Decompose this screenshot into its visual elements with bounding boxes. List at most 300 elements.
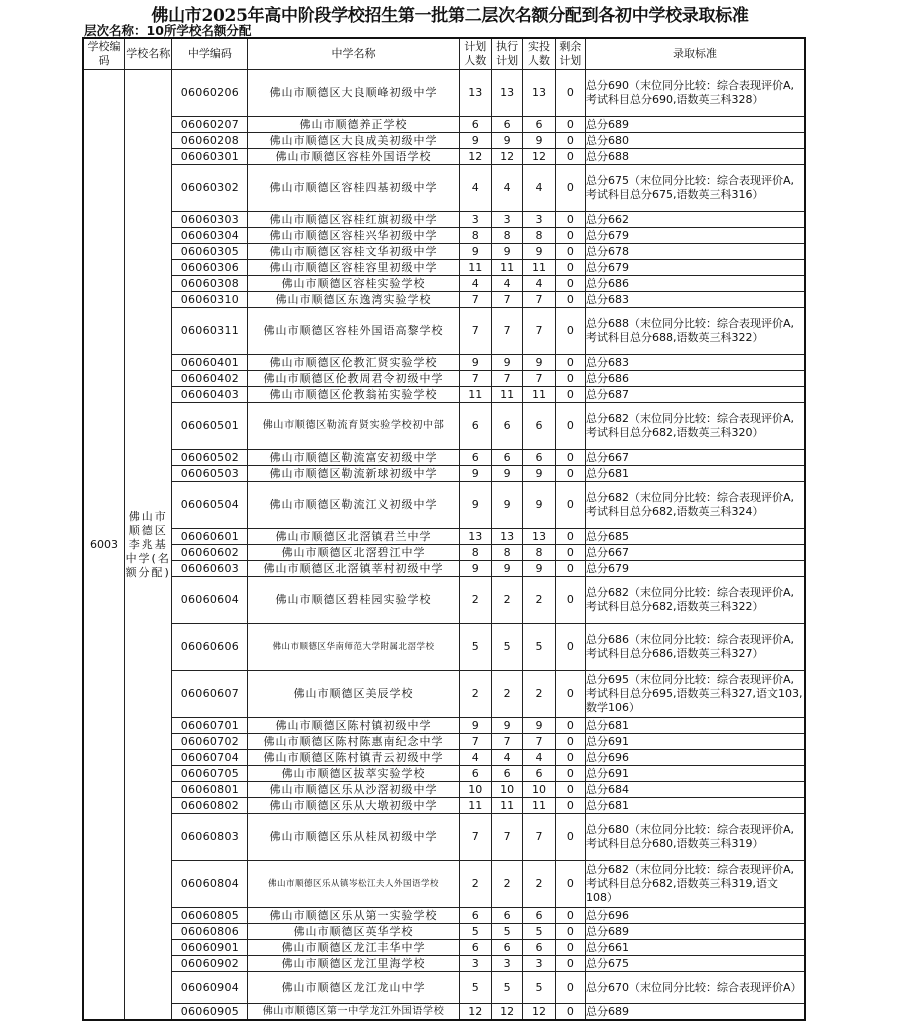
table-row (83, 403, 805, 450)
exec-plan: 9 (491, 355, 522, 371)
table-row (83, 750, 805, 766)
admission-standard: 总分680（末位同分比较：综合表现评价A,考试科目总分680,语数英三科319） (585, 814, 805, 861)
remain-plan: 0 (555, 908, 585, 924)
remain-plan: 0 (555, 276, 585, 292)
table-row (83, 260, 805, 276)
actual-count: 9 (523, 355, 555, 371)
exec-plan: 8 (491, 545, 522, 561)
exec-plan: 7 (491, 371, 522, 387)
remain-plan: 0 (555, 924, 585, 940)
actual-count: 13 (523, 529, 555, 545)
table-row (83, 561, 805, 577)
remain-plan: 0 (555, 70, 585, 117)
actual-count: 4 (523, 750, 555, 766)
table-row (83, 482, 805, 529)
remain-plan: 0 (555, 782, 585, 798)
actual-count: 7 (523, 371, 555, 387)
middle-school-code: 06060501 (172, 403, 248, 450)
admission-standard: 总分667 (585, 545, 805, 561)
table-row (83, 814, 805, 861)
remain-plan: 0 (555, 734, 585, 750)
exec-plan: 6 (491, 450, 522, 466)
actual-count: 4 (523, 165, 555, 212)
remain-plan: 0 (555, 561, 585, 577)
plan-count: 6 (459, 117, 491, 133)
exec-plan: 7 (491, 814, 522, 861)
table-row (83, 798, 805, 814)
plan-count: 2 (459, 671, 491, 718)
plan-count: 11 (459, 387, 491, 403)
actual-count: 12 (523, 1004, 555, 1021)
middle-school-code: 06060806 (172, 924, 248, 940)
middle-school-name: 佛山市顺德区第一中学龙江外国语学校 (248, 1004, 459, 1021)
plan-count: 6 (459, 766, 491, 782)
admission-standard: 总分680 (585, 133, 805, 149)
exec-plan: 3 (491, 212, 522, 228)
middle-school-name: 佛山市顺德区乐从镇岑松江夫人外国语学校 (248, 861, 459, 908)
plan-count: 7 (459, 814, 491, 861)
actual-count: 10 (523, 782, 555, 798)
school-name: 佛山市顺德区李兆基中学(名额分配) (124, 70, 172, 1021)
plan-count: 9 (459, 718, 491, 734)
plan-count: 13 (459, 529, 491, 545)
table-row (83, 276, 805, 292)
plan-count: 6 (459, 940, 491, 956)
middle-school-name: 佛山市顺德区勒流富安初级中学 (248, 450, 459, 466)
middle-school-name: 佛山市顺德区伦教翁祐实验学校 (248, 387, 459, 403)
admission-standard: 总分690（末位同分比较：综合表现评价A,考试科目总分690,语数英三科328） (585, 70, 805, 117)
middle-school-code: 06060504 (172, 482, 248, 529)
middle-school-code: 06060310 (172, 292, 248, 308)
remain-plan: 0 (555, 798, 585, 814)
remain-plan: 0 (555, 292, 585, 308)
middle-school-name: 佛山市顺德区北滘镇莘村初级中学 (248, 561, 459, 577)
actual-count: 9 (523, 718, 555, 734)
exec-plan: 7 (491, 734, 522, 750)
plan-count: 4 (459, 750, 491, 766)
middle-school-code: 06060303 (172, 212, 248, 228)
middle-school-name: 佛山市顺德区容桂红旗初级中学 (248, 212, 459, 228)
remain-plan: 0 (555, 450, 585, 466)
actual-count: 6 (523, 117, 555, 133)
table-row (83, 450, 805, 466)
admission-standard: 总分689 (585, 924, 805, 940)
table-row (83, 577, 805, 624)
middle-school-name: 佛山市顺德区伦教周君令初级中学 (248, 371, 459, 387)
exec-plan: 6 (491, 117, 522, 133)
plan-count: 3 (459, 956, 491, 972)
middle-school-name: 佛山市顺德区大良成美初级中学 (248, 133, 459, 149)
plan-count: 5 (459, 924, 491, 940)
header-remain: 剩余计划 (555, 38, 585, 70)
middle-school-code: 06060602 (172, 545, 248, 561)
middle-school-name: 佛山市顺德区容桂四基初级中学 (248, 165, 459, 212)
remain-plan: 0 (555, 718, 585, 734)
exec-plan: 3 (491, 956, 522, 972)
exec-plan: 5 (491, 924, 522, 940)
actual-count: 6 (523, 940, 555, 956)
admission-standard: 总分678 (585, 244, 805, 260)
table-row (83, 972, 805, 1004)
middle-school-name: 佛山市顺德区英华学校 (248, 924, 459, 940)
exec-plan: 7 (491, 308, 522, 355)
exec-plan: 12 (491, 1004, 522, 1021)
middle-school-name: 佛山市顺德区乐从大墩初级中学 (248, 798, 459, 814)
middle-school-name: 佛山市顺德区伦教汇贤实验学校 (248, 355, 459, 371)
middle-school-code: 06060306 (172, 260, 248, 276)
table-row (83, 624, 805, 671)
exec-plan: 4 (491, 276, 522, 292)
header-middle-code: 中学编码 (172, 38, 248, 70)
actual-count: 7 (523, 292, 555, 308)
table-row (83, 466, 805, 482)
middle-school-code: 06060902 (172, 956, 248, 972)
header-standard: 录取标准 (585, 38, 805, 70)
plan-count: 6 (459, 450, 491, 466)
actual-count: 8 (523, 228, 555, 244)
table-row (83, 133, 805, 149)
exec-plan: 6 (491, 766, 522, 782)
exec-plan: 11 (491, 387, 522, 403)
admission-standard: 总分691 (585, 734, 805, 750)
remain-plan: 0 (555, 133, 585, 149)
middle-school-code: 06060704 (172, 750, 248, 766)
exec-plan: 2 (491, 671, 522, 718)
middle-school-name: 佛山市顺德区容桂外国语学校 (248, 149, 459, 165)
plan-count: 5 (459, 972, 491, 1004)
plan-count: 8 (459, 545, 491, 561)
exec-plan: 4 (491, 750, 522, 766)
plan-count: 9 (459, 133, 491, 149)
exec-plan: 6 (491, 908, 522, 924)
table-row (83, 387, 805, 403)
middle-school-name: 佛山市顺德区拔萃实验学校 (248, 766, 459, 782)
exec-plan: 2 (491, 577, 522, 624)
middle-school-code: 06060701 (172, 718, 248, 734)
plan-count: 4 (459, 165, 491, 212)
admission-standard: 总分686 (585, 371, 805, 387)
middle-school-code: 06060301 (172, 149, 248, 165)
school-code: 6003 (83, 70, 124, 1021)
middle-school-name: 佛山市顺德养正学校 (248, 117, 459, 133)
middle-school-name: 佛山市顺德区容桂文华初级中学 (248, 244, 459, 260)
actual-count: 5 (523, 624, 555, 671)
exec-plan: 8 (491, 228, 522, 244)
actual-count: 7 (523, 308, 555, 355)
plan-count: 7 (459, 292, 491, 308)
remain-plan: 0 (555, 482, 585, 529)
plan-count: 10 (459, 782, 491, 798)
plan-count: 9 (459, 244, 491, 260)
middle-school-name: 佛山市顺德区乐从桂凤初级中学 (248, 814, 459, 861)
middle-school-code: 06060802 (172, 798, 248, 814)
plan-count: 5 (459, 624, 491, 671)
actual-count: 13 (523, 70, 555, 117)
admission-standard: 总分681 (585, 718, 805, 734)
middle-school-code: 06060305 (172, 244, 248, 260)
actual-count: 9 (523, 466, 555, 482)
plan-count: 8 (459, 228, 491, 244)
remain-plan: 0 (555, 750, 585, 766)
admission-standard: 总分682（末位同分比较：综合表现评价A,考试科目总分682,语数英三科319,语文108） (585, 861, 805, 908)
remain-plan: 0 (555, 149, 585, 165)
remain-plan: 0 (555, 861, 585, 908)
exec-plan: 9 (491, 466, 522, 482)
plan-count: 11 (459, 798, 491, 814)
middle-school-name: 佛山市顺德区陈村镇初级中学 (248, 718, 459, 734)
middle-school-name: 佛山市顺德区华南师范大学附属北滘学校 (248, 624, 459, 671)
table-row (83, 149, 805, 165)
admission-table (82, 37, 806, 1021)
exec-plan: 9 (491, 244, 522, 260)
plan-count: 3 (459, 212, 491, 228)
plan-count: 2 (459, 861, 491, 908)
remain-plan: 0 (555, 228, 585, 244)
remain-plan: 0 (555, 212, 585, 228)
remain-plan: 0 (555, 403, 585, 450)
middle-school-code: 06060401 (172, 355, 248, 371)
admission-standard: 总分688 (585, 149, 805, 165)
plan-count: 7 (459, 308, 491, 355)
table-row (83, 940, 805, 956)
exec-plan: 2 (491, 861, 522, 908)
middle-school-code: 06060308 (172, 276, 248, 292)
remain-plan: 0 (555, 244, 585, 260)
actual-count: 6 (523, 403, 555, 450)
middle-school-code: 06060503 (172, 466, 248, 482)
middle-school-name: 佛山市顺德区容桂实验学校 (248, 276, 459, 292)
table-row (83, 70, 805, 117)
actual-count: 4 (523, 276, 555, 292)
middle-school-code: 06060208 (172, 133, 248, 149)
exec-plan: 6 (491, 403, 522, 450)
admission-standard: 总分684 (585, 782, 805, 798)
plan-count: 9 (459, 561, 491, 577)
middle-school-code: 06060304 (172, 228, 248, 244)
exec-plan: 12 (491, 149, 522, 165)
middle-school-code: 06060803 (172, 814, 248, 861)
actual-count: 3 (523, 956, 555, 972)
plan-count: 7 (459, 734, 491, 750)
middle-school-name: 佛山市顺德区美辰学校 (248, 671, 459, 718)
admission-standard: 总分687 (585, 387, 805, 403)
table-row (83, 244, 805, 260)
table-row (83, 956, 805, 972)
middle-school-name: 佛山市顺德区龙江龙山中学 (248, 972, 459, 1004)
middle-school-name: 佛山市顺德区大良顺峰初级中学 (248, 70, 459, 117)
admission-standard: 总分675（末位同分比较：综合表现评价A,考试科目总分675,语数英三科316） (585, 165, 805, 212)
actual-count: 2 (523, 577, 555, 624)
middle-school-code: 06060302 (172, 165, 248, 212)
remain-plan: 0 (555, 814, 585, 861)
document-title: 佛山市2025年高中阶段学校招生第一批第二层次名额分配到各初中学校录取标准 (151, 6, 749, 26)
table-row (83, 212, 805, 228)
table-row (83, 766, 805, 782)
table-row (83, 529, 805, 545)
actual-count: 6 (523, 450, 555, 466)
middle-school-code: 06060606 (172, 624, 248, 671)
middle-school-name: 佛山市顺德区乐从第一实验学校 (248, 908, 459, 924)
middle-school-code: 06060604 (172, 577, 248, 624)
plan-count: 12 (459, 1004, 491, 1021)
table-row (83, 228, 805, 244)
header-middle-name: 中学名称 (248, 38, 459, 70)
table-row (83, 718, 805, 734)
middle-school-name: 佛山市顺德区容桂容里初级中学 (248, 260, 459, 276)
plan-count: 7 (459, 371, 491, 387)
table-header-row (83, 38, 805, 70)
level-label: 层次名称：10所学校名额分配 (84, 23, 252, 38)
admission-standard: 总分696 (585, 750, 805, 766)
middle-school-code: 06060904 (172, 972, 248, 1004)
exec-plan: 5 (491, 624, 522, 671)
admission-standard: 总分670（末位同分比较：综合表现评价A） (585, 972, 805, 1004)
remain-plan: 0 (555, 371, 585, 387)
table-row (83, 908, 805, 924)
table-row (83, 165, 805, 212)
middle-school-name: 佛山市顺德区北滘碧江中学 (248, 545, 459, 561)
admission-standard: 总分679 (585, 260, 805, 276)
exec-plan: 6 (491, 940, 522, 956)
remain-plan: 0 (555, 355, 585, 371)
actual-count: 9 (523, 133, 555, 149)
exec-plan: 13 (491, 70, 522, 117)
plan-count: 13 (459, 70, 491, 117)
remain-plan: 0 (555, 466, 585, 482)
exec-plan: 7 (491, 292, 522, 308)
remain-plan: 0 (555, 387, 585, 403)
middle-school-name: 佛山市顺德区勒流新球初级中学 (248, 466, 459, 482)
middle-school-name: 佛山市顺德区乐从沙滘初级中学 (248, 782, 459, 798)
remain-plan: 0 (555, 671, 585, 718)
middle-school-name: 佛山市顺德区陈村陈惠南纪念中学 (248, 734, 459, 750)
remain-plan: 0 (555, 117, 585, 133)
admission-standard: 总分683 (585, 355, 805, 371)
header-school-code: 学校编码 (83, 38, 124, 70)
table-row (83, 355, 805, 371)
middle-school-name: 佛山市顺德区碧桂园实验学校 (248, 577, 459, 624)
actual-count: 2 (523, 861, 555, 908)
remain-plan: 0 (555, 260, 585, 276)
actual-count: 6 (523, 908, 555, 924)
middle-school-code: 06060402 (172, 371, 248, 387)
remain-plan: 0 (555, 545, 585, 561)
middle-school-code: 06060206 (172, 70, 248, 117)
remain-plan: 0 (555, 577, 585, 624)
admission-standard: 总分662 (585, 212, 805, 228)
actual-count: 7 (523, 814, 555, 861)
admission-standard: 总分685 (585, 529, 805, 545)
actual-count: 12 (523, 149, 555, 165)
table-row (83, 924, 805, 940)
plan-count: 4 (459, 276, 491, 292)
exec-plan: 9 (491, 561, 522, 577)
admission-standard: 总分667 (585, 450, 805, 466)
middle-school-name: 佛山市顺德区东逸湾实验学校 (248, 292, 459, 308)
admission-standard: 总分681 (585, 798, 805, 814)
middle-school-code: 06060805 (172, 908, 248, 924)
table-row (83, 292, 805, 308)
middle-school-name: 佛山市顺德区勒流育贤实验学校初中部 (248, 403, 459, 450)
exec-plan: 13 (491, 529, 522, 545)
plan-count: 9 (459, 355, 491, 371)
actual-count: 5 (523, 924, 555, 940)
admission-standard: 总分695（末位同分比较：综合表现评价A,考试科目总分695,语数英三科327,语文103,数学106） (585, 671, 805, 718)
middle-school-name: 佛山市顺德区勒流江义初级中学 (248, 482, 459, 529)
middle-school-code: 06060905 (172, 1004, 248, 1021)
actual-count: 6 (523, 766, 555, 782)
middle-school-code: 06060705 (172, 766, 248, 782)
admission-standard: 总分689 (585, 1004, 805, 1021)
admission-standard: 总分686 (585, 276, 805, 292)
middle-school-name: 佛山市顺德区陈村镇青云初级中学 (248, 750, 459, 766)
admission-standard: 总分682（末位同分比较：综合表现评价A,考试科目总分682,语数英三科322） (585, 577, 805, 624)
header-exec: 执行计划 (491, 38, 522, 70)
table-row (83, 734, 805, 750)
admission-standard: 总分683 (585, 292, 805, 308)
admission-standard: 总分682（末位同分比较：综合表现评价A,考试科目总分682,语数英三科324） (585, 482, 805, 529)
actual-count: 11 (523, 387, 555, 403)
middle-school-code: 06060702 (172, 734, 248, 750)
plan-count: 12 (459, 149, 491, 165)
exec-plan: 5 (491, 972, 522, 1004)
table-row (83, 308, 805, 355)
table-row (83, 782, 805, 798)
admission-standard: 总分689 (585, 117, 805, 133)
middle-school-code: 06060601 (172, 529, 248, 545)
exec-plan: 10 (491, 782, 522, 798)
plan-count: 9 (459, 482, 491, 529)
admission-standard: 总分688（末位同分比较：综合表现评价A,考试科目总分688,语数英三科322） (585, 308, 805, 355)
remain-plan: 0 (555, 624, 585, 671)
table-row (83, 1004, 805, 1021)
remain-plan: 0 (555, 972, 585, 1004)
admission-standard: 总分675 (585, 956, 805, 972)
plan-count: 9 (459, 466, 491, 482)
actual-count: 9 (523, 482, 555, 529)
exec-plan: 11 (491, 798, 522, 814)
actual-count: 3 (523, 212, 555, 228)
middle-school-code: 06060607 (172, 671, 248, 718)
table-row (83, 861, 805, 908)
middle-school-name: 佛山市顺德区龙江丰华中学 (248, 940, 459, 956)
remain-plan: 0 (555, 308, 585, 355)
plan-count: 11 (459, 260, 491, 276)
actual-count: 7 (523, 734, 555, 750)
actual-count: 9 (523, 561, 555, 577)
remain-plan: 0 (555, 165, 585, 212)
actual-count: 9 (523, 244, 555, 260)
actual-count: 8 (523, 545, 555, 561)
table-row (83, 545, 805, 561)
remain-plan: 0 (555, 766, 585, 782)
plan-count: 6 (459, 908, 491, 924)
middle-school-code: 06060901 (172, 940, 248, 956)
middle-school-code: 06060311 (172, 308, 248, 355)
actual-count: 2 (523, 671, 555, 718)
admission-standard: 总分679 (585, 561, 805, 577)
middle-school-code: 06060403 (172, 387, 248, 403)
admission-standard: 总分686（末位同分比较：综合表现评价A,考试科目总分686,语数英三科327） (585, 624, 805, 671)
remain-plan: 0 (555, 529, 585, 545)
admission-standard: 总分696 (585, 908, 805, 924)
exec-plan: 9 (491, 482, 522, 529)
middle-school-name: 佛山市顺德区容桂外国语高黎学校 (248, 308, 459, 355)
admission-standard: 总分661 (585, 940, 805, 956)
remain-plan: 0 (555, 956, 585, 972)
header-actual: 实投人数 (523, 38, 555, 70)
middle-school-code: 06060502 (172, 450, 248, 466)
